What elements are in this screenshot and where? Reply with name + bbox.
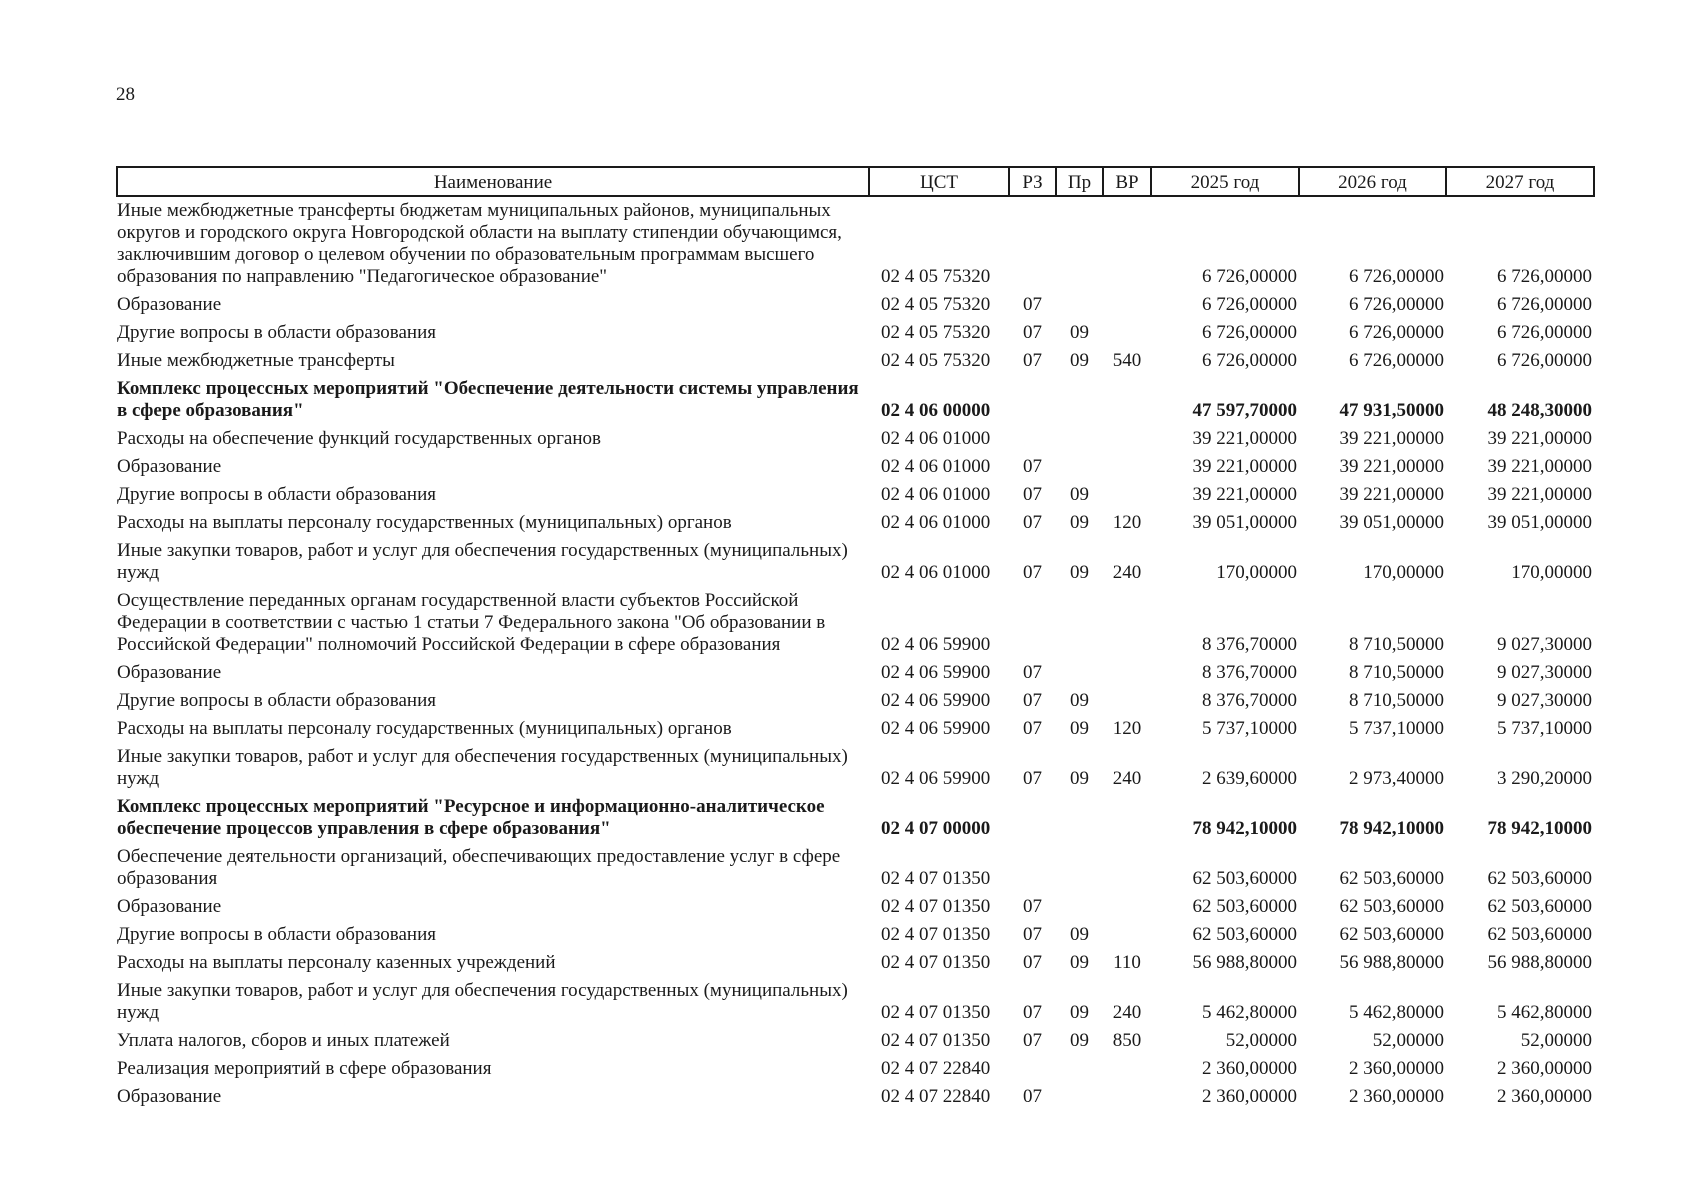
row-cst-cell: 02 4 07 01350	[881, 1030, 991, 1051]
row-2025-cell: 170,00000	[1216, 562, 1297, 583]
row-rz-cell: 07	[1023, 350, 1042, 371]
row-pr-cell: 09	[1070, 322, 1089, 343]
row-cst-cell: 02 4 06 01000	[881, 512, 991, 533]
table-row	[117, 347, 1594, 375]
row-pr-cell	[1056, 587, 1103, 659]
row-pr-cell	[1056, 893, 1103, 921]
row-name-cell: Комплекс процессных мероприятий "Обеспечение деятельности системы управления в сфере образования"	[117, 378, 859, 421]
row-2025-cell: 6 726,00000	[1202, 322, 1297, 343]
row-2027-cell: 62 503,60000	[1487, 868, 1592, 889]
table-row	[117, 1027, 1594, 1055]
row-cst-cell: 02 4 05 75320	[881, 350, 991, 371]
row-2026-cell: 8 710,50000	[1349, 662, 1444, 683]
header-2027: 2027 год	[1446, 167, 1594, 196]
row-name-cell: Другие вопросы в области образования	[117, 924, 436, 945]
row-pr-cell	[1056, 453, 1103, 481]
row-2026-cell: 2 973,40000	[1349, 768, 1444, 789]
row-name-cell: Иные межбюджетные трансферты бюджетам муниципальных районов, муниципальных округов и городского округа Новгородской области на выплату стипендии обучающимся, заключившим договор о целевом обучении по образовательным программам высшего образования по направлению "Педагогическое образование"	[117, 200, 842, 287]
row-vr-cell	[1103, 1055, 1151, 1083]
row-name-cell: Другие вопросы в области образования	[117, 690, 436, 711]
row-vr-cell	[1103, 425, 1151, 453]
row-rz-cell: 07	[1023, 456, 1042, 477]
row-name-cell: Образование	[117, 896, 222, 917]
row-2027-cell: 170,00000	[1511, 562, 1592, 583]
row-2025-cell: 6 726,00000	[1202, 350, 1297, 371]
row-2026-cell: 39 221,00000	[1339, 484, 1444, 505]
row-2026-cell: 5 737,10000	[1349, 718, 1444, 739]
row-cst-cell: 02 4 06 59900	[881, 718, 991, 739]
row-cst-cell: 02 4 06 01000	[881, 456, 991, 477]
row-2025-cell: 2 639,60000	[1202, 768, 1297, 789]
row-name-cell: Образование	[117, 456, 222, 477]
table-row	[117, 715, 1594, 743]
row-name-cell: Расходы на выплаты персоналу государственных (муниципальных) органов	[117, 718, 732, 739]
row-rz-cell: 07	[1023, 952, 1042, 973]
row-vr-cell: 240	[1112, 562, 1142, 583]
row-pr-cell	[1056, 1055, 1103, 1083]
row-rz-cell	[1009, 843, 1056, 893]
row-cst-cell: 02 4 05 75320	[881, 322, 991, 343]
row-2025-cell: 39 221,00000	[1192, 456, 1297, 477]
row-pr-cell	[1056, 659, 1103, 687]
row-cst-cell: 02 4 06 01000	[881, 428, 991, 449]
row-2027-cell: 52,00000	[1520, 1030, 1592, 1051]
row-cst-cell: 02 4 07 01350	[881, 952, 991, 973]
row-rz-cell: 07	[1023, 294, 1042, 315]
row-name-cell: Другие вопросы в области образования	[117, 322, 436, 343]
table-row	[117, 291, 1594, 319]
row-2026-cell: 39 221,00000	[1339, 456, 1444, 477]
row-cst-cell: 02 4 05 75320	[881, 266, 991, 287]
row-2026-cell: 8 710,50000	[1349, 690, 1444, 711]
row-2027-cell: 56 988,80000	[1487, 952, 1592, 973]
row-2026-cell: 39 221,00000	[1339, 428, 1444, 449]
row-cst-cell: 02 4 07 22840	[881, 1086, 991, 1107]
row-2026-cell: 47 931,50000	[1339, 400, 1444, 421]
row-cst-cell: 02 4 06 59900	[881, 634, 991, 655]
row-name-cell: Обеспечение деятельности организаций, обеспечивающих предоставление услуг в сфере образования	[117, 846, 841, 889]
row-rz-cell	[1009, 793, 1056, 843]
row-pr-cell: 09	[1070, 690, 1089, 711]
table-row	[117, 425, 1594, 453]
row-2027-cell: 3 290,20000	[1497, 768, 1592, 789]
row-pr-cell: 09	[1070, 512, 1089, 533]
row-2027-cell: 6 726,00000	[1497, 266, 1592, 287]
row-name-cell: Иные межбюджетные трансферты	[117, 350, 395, 371]
row-cst-cell: 02 4 07 22840	[881, 1058, 991, 1079]
row-cst-cell: 02 4 06 01000	[881, 484, 991, 505]
header-rz: РЗ	[1009, 167, 1056, 196]
row-2026-cell: 6 726,00000	[1349, 294, 1444, 315]
row-vr-cell	[1103, 793, 1151, 843]
row-vr-cell	[1103, 843, 1151, 893]
row-pr-cell	[1056, 793, 1103, 843]
table-row	[117, 793, 1594, 843]
row-rz-cell	[1009, 375, 1056, 425]
row-name-cell: Иные закупки товаров, работ и услуг для обеспечения государственных (муниципальных) нужд	[117, 746, 848, 789]
row-2025-cell: 8 376,70000	[1202, 690, 1297, 711]
row-rz-cell: 07	[1023, 562, 1042, 583]
row-cst-cell: 02 4 06 59900	[881, 690, 991, 711]
row-cst-cell: 02 4 07 00000	[881, 818, 991, 839]
row-2025-cell: 8 376,70000	[1202, 662, 1297, 683]
table-row	[117, 537, 1594, 587]
table-row	[117, 843, 1594, 893]
row-rz-cell: 07	[1023, 1002, 1042, 1023]
row-vr-cell: 850	[1112, 1030, 1142, 1051]
row-2025-cell: 62 503,60000	[1192, 924, 1297, 945]
row-name-cell: Осуществление переданных органам государственной власти субъектов Российской Федерации в соответствии с частью 1 статьи 7 Федерального закона "Об образовании в Российской Федерации" полномочий Российской Федерации в сфере образования	[117, 590, 826, 655]
row-vr-cell: 540	[1112, 350, 1142, 371]
row-rz-cell: 07	[1023, 484, 1042, 505]
row-pr-cell	[1056, 1083, 1103, 1111]
row-2026-cell: 6 726,00000	[1349, 350, 1444, 371]
row-2027-cell: 5 737,10000	[1497, 718, 1592, 739]
row-2026-cell: 2 360,00000	[1349, 1058, 1444, 1079]
row-2027-cell: 62 503,60000	[1487, 896, 1592, 917]
row-vr-cell: 120	[1112, 718, 1142, 739]
row-2026-cell: 62 503,60000	[1339, 868, 1444, 889]
row-2025-cell: 78 942,10000	[1192, 818, 1297, 839]
row-vr-cell: 240	[1112, 1002, 1142, 1023]
table-row	[117, 196, 1594, 291]
row-name-cell: Образование	[117, 1086, 222, 1107]
row-name-cell: Образование	[117, 662, 222, 683]
row-vr-cell: 240	[1112, 768, 1142, 789]
row-2027-cell: 6 726,00000	[1497, 322, 1592, 343]
row-name-cell: Другие вопросы в области образования	[117, 484, 436, 505]
row-pr-cell: 09	[1070, 484, 1089, 505]
row-name-cell: Иные закупки товаров, работ и услуг для обеспечения государственных (муниципальных) нужд	[117, 980, 848, 1023]
row-2027-cell: 39 221,00000	[1487, 428, 1592, 449]
row-rz-cell: 07	[1023, 1086, 1042, 1107]
table-row	[117, 319, 1594, 347]
row-2025-cell: 62 503,60000	[1192, 868, 1297, 889]
row-2025-cell: 52,00000	[1225, 1030, 1297, 1051]
row-2027-cell: 6 726,00000	[1497, 294, 1592, 315]
table-row	[117, 1083, 1594, 1111]
row-pr-cell	[1056, 291, 1103, 319]
row-vr-cell	[1103, 319, 1151, 347]
row-vr-cell	[1103, 375, 1151, 425]
row-2027-cell: 5 462,80000	[1497, 1002, 1592, 1023]
row-2026-cell: 39 051,00000	[1339, 512, 1444, 533]
row-rz-cell: 07	[1023, 690, 1042, 711]
table-row	[117, 659, 1594, 687]
table-row	[117, 509, 1594, 537]
row-2025-cell: 56 988,80000	[1192, 952, 1297, 973]
row-2027-cell: 9 027,30000	[1497, 690, 1592, 711]
row-vr-cell: 120	[1112, 512, 1142, 533]
table-row	[117, 977, 1594, 1027]
row-cst-cell: 02 4 06 59900	[881, 768, 991, 789]
row-pr-cell	[1056, 375, 1103, 425]
row-2025-cell: 62 503,60000	[1192, 896, 1297, 917]
row-rz-cell: 07	[1023, 512, 1042, 533]
row-rz-cell: 07	[1023, 1030, 1042, 1051]
row-2025-cell: 2 360,00000	[1202, 1058, 1297, 1079]
row-name-cell: Уплата налогов, сборов и иных платежей	[117, 1030, 450, 1051]
row-2027-cell: 62 503,60000	[1487, 924, 1592, 945]
header-name: Наименование	[117, 167, 869, 196]
row-vr-cell: 110	[1113, 952, 1141, 973]
header-vr: ВР	[1103, 167, 1151, 196]
row-2025-cell: 39 221,00000	[1192, 484, 1297, 505]
table-row	[117, 375, 1594, 425]
row-2026-cell: 62 503,60000	[1339, 896, 1444, 917]
row-pr-cell: 09	[1070, 1030, 1089, 1051]
row-rz-cell	[1009, 1055, 1056, 1083]
row-pr-cell	[1056, 425, 1103, 453]
row-rz-cell: 07	[1023, 924, 1042, 945]
table-row	[117, 893, 1594, 921]
row-pr-cell: 09	[1070, 350, 1089, 371]
row-vr-cell	[1103, 587, 1151, 659]
row-2026-cell: 6 726,00000	[1349, 322, 1444, 343]
row-2026-cell: 8 710,50000	[1349, 634, 1444, 655]
row-vr-cell	[1103, 453, 1151, 481]
row-2027-cell: 78 942,10000	[1487, 818, 1592, 839]
header-2026: 2026 год	[1299, 167, 1446, 196]
row-pr-cell	[1056, 196, 1103, 291]
row-vr-cell	[1103, 196, 1151, 291]
page-number: 28	[116, 84, 135, 105]
row-2025-cell: 39 221,00000	[1192, 428, 1297, 449]
row-cst-cell: 02 4 07 01350	[881, 1002, 991, 1023]
row-rz-cell: 07	[1023, 896, 1042, 917]
row-2026-cell: 62 503,60000	[1339, 924, 1444, 945]
table-row	[117, 1055, 1594, 1083]
row-vr-cell	[1103, 687, 1151, 715]
table-body	[117, 196, 1594, 1111]
row-rz-cell	[1009, 196, 1056, 291]
row-cst-cell: 02 4 07 01350	[881, 896, 991, 917]
row-2026-cell: 2 360,00000	[1349, 1086, 1444, 1107]
header-2025: 2025 год	[1151, 167, 1299, 196]
row-vr-cell	[1103, 1083, 1151, 1111]
row-2025-cell: 2 360,00000	[1202, 1086, 1297, 1107]
row-pr-cell: 09	[1070, 924, 1089, 945]
row-2025-cell: 39 051,00000	[1192, 512, 1297, 533]
row-name-cell: Расходы на выплаты персоналу государственных (муниципальных) органов	[117, 512, 732, 533]
row-rz-cell	[1009, 425, 1056, 453]
row-2027-cell: 39 221,00000	[1487, 456, 1592, 477]
row-cst-cell: 02 4 06 00000	[881, 400, 991, 421]
row-cst-cell: 02 4 07 01350	[881, 868, 991, 889]
row-vr-cell	[1103, 481, 1151, 509]
row-rz-cell: 07	[1023, 662, 1042, 683]
row-name-cell: Иные закупки товаров, работ и услуг для обеспечения государственных (муниципальных) нужд	[117, 540, 848, 583]
row-2025-cell: 6 726,00000	[1202, 294, 1297, 315]
row-2026-cell: 170,00000	[1363, 562, 1444, 583]
table-row	[117, 687, 1594, 715]
table-row	[117, 453, 1594, 481]
row-2026-cell: 6 726,00000	[1349, 266, 1444, 287]
row-name-cell: Расходы на обеспечение функций государственных органов	[117, 428, 601, 449]
row-pr-cell	[1056, 843, 1103, 893]
row-vr-cell	[1103, 921, 1151, 949]
row-name-cell: Комплекс процессных мероприятий "Ресурсное и информационно-аналитическое обеспечение процессов управления в сфере образования"	[117, 796, 825, 839]
row-vr-cell	[1103, 291, 1151, 319]
table-row	[117, 921, 1594, 949]
row-pr-cell: 09	[1070, 1002, 1089, 1023]
row-cst-cell: 02 4 06 59900	[881, 662, 991, 683]
row-2025-cell: 6 726,00000	[1202, 266, 1297, 287]
row-pr-cell: 09	[1070, 562, 1089, 583]
row-2027-cell: 2 360,00000	[1497, 1058, 1592, 1079]
row-name-cell: Образование	[117, 294, 222, 315]
budget-table	[116, 166, 1595, 1111]
row-pr-cell: 09	[1070, 768, 1089, 789]
row-2026-cell: 78 942,10000	[1339, 818, 1444, 839]
table-row	[117, 481, 1594, 509]
row-2025-cell: 47 597,70000	[1192, 400, 1297, 421]
row-name-cell: Реализация мероприятий в сфере образования	[117, 1058, 492, 1079]
row-2025-cell: 5 737,10000	[1202, 718, 1297, 739]
row-cst-cell: 02 4 07 01350	[881, 924, 991, 945]
header-pr: Пр	[1056, 167, 1103, 196]
table-header-row	[117, 167, 1594, 196]
row-cst-cell: 02 4 06 01000	[881, 562, 991, 583]
row-2026-cell: 52,00000	[1372, 1030, 1444, 1051]
table-row	[117, 949, 1594, 977]
row-2027-cell: 39 221,00000	[1487, 484, 1592, 505]
row-2025-cell: 8 376,70000	[1202, 634, 1297, 655]
row-name-cell: Расходы на выплаты персоналу казенных учреждений	[117, 952, 556, 973]
row-rz-cell: 07	[1023, 718, 1042, 739]
row-cst-cell: 02 4 05 75320	[881, 294, 991, 315]
row-vr-cell	[1103, 659, 1151, 687]
table-row	[117, 743, 1594, 793]
row-pr-cell: 09	[1070, 718, 1089, 739]
row-2027-cell: 39 051,00000	[1487, 512, 1592, 533]
row-vr-cell	[1103, 893, 1151, 921]
row-2027-cell: 2 360,00000	[1497, 1086, 1592, 1107]
row-2027-cell: 48 248,30000	[1487, 400, 1592, 421]
row-2027-cell: 6 726,00000	[1497, 350, 1592, 371]
row-2026-cell: 56 988,80000	[1339, 952, 1444, 973]
header-cst: ЦСТ	[869, 167, 1009, 196]
row-2025-cell: 5 462,80000	[1202, 1002, 1297, 1023]
row-2027-cell: 9 027,30000	[1497, 662, 1592, 683]
row-rz-cell	[1009, 587, 1056, 659]
row-2026-cell: 5 462,80000	[1349, 1002, 1444, 1023]
row-rz-cell: 07	[1023, 768, 1042, 789]
row-rz-cell: 07	[1023, 322, 1042, 343]
table-row	[117, 587, 1594, 659]
row-pr-cell: 09	[1070, 952, 1089, 973]
row-2027-cell: 9 027,30000	[1497, 634, 1592, 655]
